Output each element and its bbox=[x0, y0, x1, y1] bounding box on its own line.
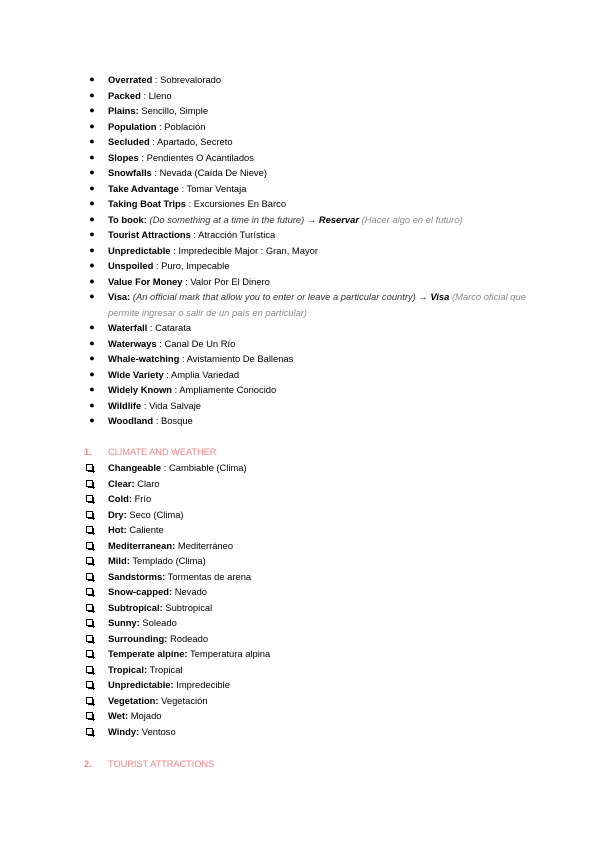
list-item bbox=[0, 181, 600, 197]
list-item bbox=[0, 196, 600, 212]
separator: : bbox=[170, 244, 179, 256]
vocab-term: Visa: bbox=[108, 291, 131, 302]
list-item bbox=[0, 212, 600, 228]
bullet-icon: ● bbox=[89, 275, 95, 286]
separator: : bbox=[147, 322, 156, 333]
list-item bbox=[0, 103, 600, 119]
bullet-icon: ● bbox=[89, 89, 95, 100]
list-item bbox=[0, 88, 600, 104]
separator: : bbox=[141, 399, 150, 411]
translation: Atracción Turística bbox=[198, 229, 276, 240]
separator: : bbox=[153, 260, 162, 271]
spanish-translation: Reservar bbox=[318, 213, 359, 225]
list-item bbox=[0, 243, 600, 259]
vocab-term: Wet: bbox=[108, 710, 129, 721]
list-item bbox=[0, 336, 600, 352]
translation: Vegetación bbox=[161, 694, 208, 706]
translation: Seco (Clima) bbox=[129, 508, 184, 520]
checkbox-bullet-icon bbox=[86, 650, 93, 657]
translation: Excursiones En Barco bbox=[193, 198, 287, 209]
vocab-term: Subtropical: bbox=[108, 601, 163, 613]
vocab-term: Unpredictable bbox=[108, 244, 171, 256]
vocab-bullet-list bbox=[0, 72, 600, 429]
vocab-term: Woodland bbox=[108, 415, 154, 426]
translation: Cambiable (Clima) bbox=[168, 462, 247, 473]
vocab-term: Clear: bbox=[108, 477, 135, 489]
translation: Lleno bbox=[148, 89, 172, 101]
checkbox-bullet-icon bbox=[86, 619, 93, 626]
separator: : bbox=[151, 167, 160, 178]
separator: : bbox=[149, 136, 157, 147]
checkbox-bullet-icon bbox=[86, 588, 93, 595]
vocab-term: Surrounding: bbox=[108, 632, 168, 644]
checkbox-bullet-icon bbox=[86, 573, 93, 580]
list-item bbox=[0, 382, 600, 398]
translation: Mediterráneo bbox=[177, 539, 234, 551]
bullet-icon: ● bbox=[89, 337, 95, 348]
list-item bbox=[0, 724, 600, 740]
bullet-icon: ● bbox=[89, 260, 95, 270]
climate-checkbox-list bbox=[0, 460, 600, 739]
list-item bbox=[0, 227, 600, 243]
separator: : bbox=[178, 182, 187, 194]
translation: Tomar Ventaja bbox=[186, 182, 247, 194]
vocab-term: Snowfalls bbox=[108, 167, 152, 178]
separator: : bbox=[152, 74, 161, 85]
section-title: TOURIST ATTRACTIONS bbox=[108, 759, 215, 769]
separator: : bbox=[138, 151, 147, 163]
translation: Avistamiento De Ballenas bbox=[186, 353, 294, 364]
list-item bbox=[0, 72, 600, 88]
translation: Valor Por El Dinero bbox=[190, 275, 270, 287]
checkbox-bullet-icon bbox=[86, 480, 93, 487]
list-item bbox=[0, 398, 600, 414]
bullet-icon: ● bbox=[89, 151, 95, 162]
list-item bbox=[0, 693, 600, 709]
separator: : bbox=[185, 198, 194, 209]
checkbox-bullet-icon bbox=[86, 712, 93, 719]
vocab-term: Cold: bbox=[108, 493, 132, 504]
translation: Amplia Variedad bbox=[170, 368, 240, 380]
spanish-translation: Visa bbox=[430, 291, 450, 302]
list-item bbox=[0, 569, 600, 585]
list-item bbox=[0, 584, 600, 600]
section-title: CLIMATE AND WEATHER bbox=[108, 447, 217, 457]
list-item bbox=[0, 413, 600, 429]
list-item bbox=[0, 165, 600, 181]
vocab-term: Slopes bbox=[108, 151, 139, 163]
list-item bbox=[0, 491, 600, 507]
arrow-icon: → bbox=[415, 291, 431, 302]
translation: Temperatura alpina bbox=[189, 648, 271, 659]
vocab-term: Taking Boat Trips bbox=[108, 198, 186, 209]
vocab-term: Vegetation: bbox=[108, 694, 159, 706]
translation: Tormentas de arena bbox=[167, 570, 252, 582]
list-item bbox=[0, 677, 600, 693]
bullet-icon: ● bbox=[89, 213, 95, 224]
translation: Ampliamente Conocido bbox=[179, 384, 277, 395]
translation: Vida Salvaje bbox=[149, 399, 202, 411]
translation: Templado (Clima) bbox=[132, 555, 206, 566]
vocab-term: Secluded bbox=[108, 136, 150, 147]
translation: Población bbox=[164, 120, 206, 132]
vocab-term: Whale-watching bbox=[108, 353, 180, 364]
bullet-icon: ● bbox=[89, 167, 95, 177]
vocab-term: Unspoiled bbox=[108, 260, 154, 271]
translation: Mojado bbox=[130, 710, 162, 721]
vocab-term: Wildlife bbox=[108, 399, 142, 411]
list-item bbox=[0, 507, 600, 523]
list-item bbox=[0, 708, 600, 724]
list-item bbox=[0, 538, 600, 554]
list-item bbox=[0, 615, 600, 631]
bullet-icon: ● bbox=[89, 368, 95, 379]
vocab-term: Sunny: bbox=[108, 617, 140, 628]
bullet-icon: ● bbox=[89, 74, 95, 84]
vocab-term: Dry: bbox=[108, 508, 127, 520]
bullet-icon: ● bbox=[89, 291, 95, 301]
vocab-term: Widely Known bbox=[108, 384, 172, 395]
checkbox-bullet-icon bbox=[86, 635, 93, 642]
checkbox-bullet-icon bbox=[86, 728, 93, 735]
bullet-icon: ● bbox=[89, 182, 95, 193]
section-number: 1. bbox=[84, 447, 92, 457]
translation: Sencillo, Simple bbox=[141, 105, 209, 116]
separator: : bbox=[182, 275, 191, 287]
bullet-icon: ● bbox=[89, 105, 95, 115]
list-item bbox=[0, 600, 600, 616]
separator: : bbox=[171, 384, 180, 395]
translation: Canal De Un Río bbox=[164, 337, 236, 349]
list-item bbox=[0, 258, 600, 274]
translation: Pendientes O Acantilados bbox=[146, 151, 254, 163]
bullet-icon: ● bbox=[89, 198, 95, 208]
checkbox-bullet-icon bbox=[86, 557, 93, 564]
translation: Impredecible bbox=[176, 679, 230, 690]
translation: Sobrevalorado bbox=[160, 74, 222, 85]
bullet-icon: ● bbox=[89, 229, 95, 239]
checkbox-bullet-icon bbox=[86, 464, 93, 471]
bullet-icon: ● bbox=[89, 353, 95, 363]
bullet-icon: ● bbox=[89, 244, 95, 255]
vocab-term: Hot: bbox=[108, 524, 127, 535]
bullet-icon: ● bbox=[89, 415, 95, 425]
bullet-icon: ● bbox=[89, 136, 95, 146]
separator: : bbox=[153, 415, 161, 426]
bullet-icon: ● bbox=[89, 399, 95, 410]
vocab-term: Changeable bbox=[108, 462, 162, 473]
bullet-icon: ● bbox=[89, 120, 95, 131]
bullet-icon: ● bbox=[89, 384, 95, 394]
vocab-term: To book: bbox=[108, 213, 147, 225]
translation: Impredecible Major : Gran, Mayor bbox=[178, 244, 318, 256]
translation: Claro bbox=[137, 477, 160, 489]
list-item bbox=[0, 134, 600, 150]
translation: Catarata bbox=[155, 322, 192, 333]
translation: Tropical bbox=[149, 663, 183, 675]
separator: : bbox=[190, 229, 199, 240]
list-item bbox=[0, 460, 600, 476]
list-item bbox=[0, 662, 600, 678]
separator: : bbox=[161, 462, 169, 473]
checkbox-bullet-icon bbox=[86, 697, 93, 704]
vocab-term: Population bbox=[108, 120, 157, 132]
vocab-term: Value For Money bbox=[108, 275, 183, 287]
list-item bbox=[0, 274, 600, 290]
list-item bbox=[0, 351, 600, 367]
vocab-term: Tropical: bbox=[108, 663, 148, 675]
vocab-term: Waterways bbox=[108, 337, 157, 349]
vocab-term: Sandstorms: bbox=[108, 570, 166, 582]
separator: : bbox=[163, 368, 171, 380]
vocab-term: Wide Variety bbox=[108, 368, 164, 380]
translation: Soleado bbox=[142, 617, 177, 628]
list-item bbox=[0, 150, 600, 166]
translation: Rodeado bbox=[169, 632, 209, 644]
vocab-term: Waterfall bbox=[108, 322, 148, 333]
vocab-term: Snow-capped: bbox=[108, 586, 173, 597]
english-definition: (An official mark that allow you to enter or leave a particular country) bbox=[132, 291, 416, 302]
checkbox-bullet-icon bbox=[86, 495, 93, 502]
translation: Ventoso bbox=[141, 725, 176, 737]
vocab-term: Mediterranean: bbox=[108, 539, 176, 551]
separator: : bbox=[140, 89, 149, 101]
vocab-term: Mild: bbox=[108, 555, 130, 566]
list-item bbox=[0, 646, 600, 662]
checkbox-bullet-icon bbox=[86, 666, 93, 673]
vocab-term: Take Advantage bbox=[108, 182, 179, 194]
spanish-definition: (Hacer algo en el futuro) bbox=[359, 213, 463, 225]
checkbox-bullet-icon bbox=[86, 526, 93, 533]
translation: Subtropical bbox=[165, 601, 213, 613]
list-item bbox=[0, 119, 600, 135]
translation: Apartado, Secreto bbox=[156, 136, 233, 147]
translation: Frío bbox=[134, 493, 152, 504]
vocab-term: Windy: bbox=[108, 725, 140, 737]
vocab-term: Overrated bbox=[108, 74, 153, 85]
translation: Nevada (Caída De Nieve) bbox=[159, 167, 267, 178]
arrow-icon: → bbox=[304, 213, 319, 225]
list-item bbox=[0, 320, 600, 336]
vocab-term: Packed bbox=[108, 89, 141, 101]
spanish-definition: (Marco oficial que permite ingresar o salir de un país en particular) bbox=[108, 291, 526, 318]
checkbox-bullet-icon bbox=[86, 681, 93, 688]
separator: : bbox=[179, 353, 187, 364]
checkbox-bullet-icon bbox=[86, 542, 93, 549]
separator: : bbox=[156, 120, 165, 132]
checkbox-bullet-icon bbox=[86, 604, 93, 611]
checkbox-bullet-icon bbox=[86, 511, 93, 518]
list-item bbox=[0, 289, 600, 320]
list-item bbox=[0, 522, 600, 538]
list-item bbox=[0, 631, 600, 647]
list-item bbox=[0, 553, 600, 569]
english-definition: (Do something at a time in the future) bbox=[149, 213, 305, 225]
separator: : bbox=[156, 337, 165, 349]
bullet-icon: ● bbox=[89, 322, 95, 332]
translation: Caliente bbox=[129, 524, 164, 535]
list-item bbox=[0, 367, 600, 383]
translation: Bosque bbox=[160, 415, 193, 426]
section-number: 2. bbox=[84, 759, 92, 769]
translation: Nevado bbox=[174, 586, 208, 597]
list-item bbox=[0, 476, 600, 492]
translation: Puro, Impecable bbox=[161, 260, 230, 271]
vocab-term: Unpredictable: bbox=[108, 679, 174, 690]
vocab-term: Plains: bbox=[108, 105, 139, 116]
vocab-term: Temperate alpine: bbox=[108, 648, 188, 659]
vocab-term: Tourist Attractions bbox=[108, 229, 191, 240]
